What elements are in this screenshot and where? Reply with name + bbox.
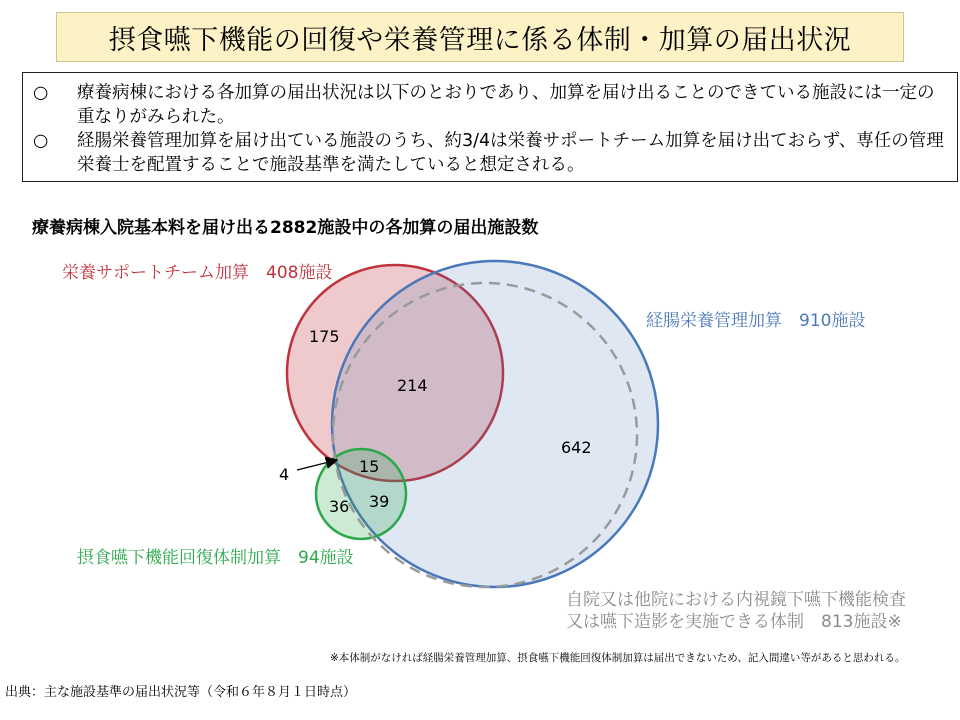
region-count-nst-enteral: 214 bbox=[397, 376, 428, 395]
bullet-mark: ○ bbox=[33, 131, 49, 151]
bullet-mark: ○ bbox=[33, 83, 49, 103]
source-note: 出典：主な施設基準の届出状況等（令和６年８月１日時点） bbox=[5, 685, 357, 700]
region-count-dysphagia-enteral: 39 bbox=[369, 492, 390, 511]
exam-label-line1: 自院又は他院における内視鏡下嚥下機能検査 bbox=[566, 590, 906, 610]
exam-label-line2: 又は嚥下造影を実施できる体制 813施設※ bbox=[566, 612, 902, 632]
page-title: 摂食嚥下機能の回復や栄養管理に係る体制・加算の届出状況 bbox=[108, 24, 852, 56]
summary-text: 療養病棟における各加算の届出状況は以下のとおりであり、加算を届け出ることのできている施設には一定の重なりがみられた。 bbox=[77, 83, 935, 127]
region-count-nst-dysphagia: 4 bbox=[279, 465, 290, 484]
enteral-circle bbox=[332, 261, 658, 587]
region-count-nst-only: 175 bbox=[309, 327, 340, 346]
dysphagia-label: 摂食嚥下機能回復体制加算 94施設 bbox=[77, 548, 354, 568]
region-count-enteral-only: 642 bbox=[561, 438, 592, 457]
diagram-title: 療養病棟入院基本料を届け出る2882施設中の各加算の届出施設数 bbox=[32, 218, 539, 238]
enteral-label: 経腸栄養管理加算 910施設 bbox=[646, 311, 866, 331]
nst-label: 栄養サポートチーム加算 408施設 bbox=[62, 263, 333, 283]
summary-text: 経腸栄養管理加算を届け出ている施設のうち、約3/4は栄養サポートチーム加算を届け出ておらず、専任の管理栄養士を配置することで施設基準を満たしていると想定される。 bbox=[77, 131, 944, 175]
region-count-all-three: 15 bbox=[359, 457, 380, 476]
region-count-dysphagia-only: 36 bbox=[329, 497, 350, 516]
footnote: ※本体制がなければ経腸栄養管理加算、摂食嚥下機能回復体制加算は届出できないため、記入間違い等があると思われる。 bbox=[330, 652, 906, 664]
